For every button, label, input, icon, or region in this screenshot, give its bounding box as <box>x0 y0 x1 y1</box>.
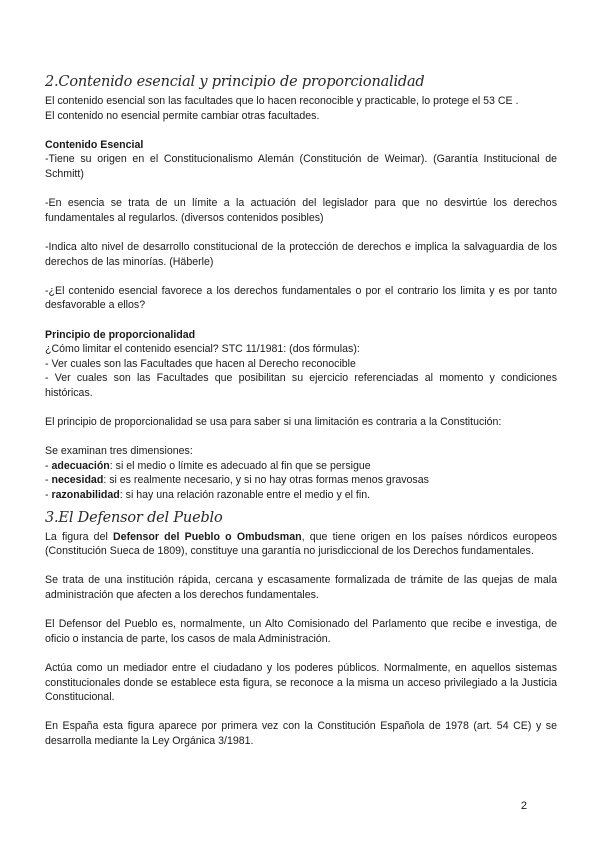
section-3-title: 3.El Defensor del Pueblo <box>45 509 223 526</box>
dimension-adecuacion: - adecuación: si el medio o límite es adecuado al fin que se persigue <box>45 459 371 472</box>
s3-paragraph-4: Actúa como un mediador entre el ciudadano y los poderes públicos. Normalmente, en aquellos sistemas constitucionales donde se establece esta figura, se reconoce a la misma un acceso privilegiado a la Justicia Constitucional. <box>45 661 557 704</box>
ce-paragraph-4: -¿El contenido esencial favorece a los derechos fundamentales o por el contrario los limita y es por tanto desfavorable a ellos? <box>45 284 557 312</box>
pp-line-1: ¿Cómo limitar el contenido esencial? STC 11/1981: (dos fórmulas): <box>45 343 360 356</box>
s3-paragraph-2: Se trata de una institución rápida, cercana y escasamente formalizada de trámite de las quejas de mala administración que afecten a los derechos fundamentales. <box>45 574 557 601</box>
s3-paragraph-1: La figura del Defensor del Pueblo o Ombudsman, que tiene origen en los países nórdicos europeos (Constitución Sueca de 1809), constituye una garantía no jurisdiccional de los Derechos fundamentales. <box>45 530 557 558</box>
pp-paragraph: El principio de proporcionalidad se usa para saber si una limitación es contraria a la Constitución: <box>45 416 502 429</box>
dimension-razonabilidad: - razonabilidad: si hay una relación razonable entre el medio y el fin. <box>45 489 371 502</box>
dimension-necesidad: - necesidad: si es realmente necesario, y si no hay otras formas menos gravosas <box>45 474 429 487</box>
s3-paragraph-5: En España esta figura aparece por primera vez con la Constitución Española de 1978 (art. 54 CE) y se desarrolla mediante la Ley Orgánica 3/1981. <box>45 720 557 747</box>
ce-paragraph-1: -Tiene su origen en el Constitucionalismo Alemán (Constitución de Weimar). (Garantía Institucional de Schmitt) <box>45 153 557 180</box>
document-page <box>45 74 557 749</box>
pp-line-3: - Ver cuales son las Facultades que posibilitan su ejercicio referenciadas al momento y condiciones históricas. <box>45 372 557 399</box>
section-2-title: 2.Contenido esencial y principio de proporcionalidad <box>45 74 425 90</box>
page-number: 2 <box>520 800 527 812</box>
dimensions-intro: Se examinan tres dimensiones: <box>45 445 193 458</box>
contenido-esencial-heading: Contenido Esencial <box>45 138 144 151</box>
proporcionalidad-heading: Principio de proporcionalidad <box>45 328 196 341</box>
pp-line-2: - Ver cuales son las Facultades que hacen al Derecho reconocible <box>45 357 356 370</box>
s2-intro-1: El contenido esencial son las facultades que lo hacen reconocible y practicable, lo protege el 53 CE . <box>45 95 519 107</box>
ce-paragraph-2: -En esencia se trata de un límite a la actuación del legislador para que no desvirtúe los derechos fundamentales al regularlos. (diversos contenidos posibles) <box>45 197 557 224</box>
s3-paragraph-3: El Defensor del Pueblo es, normalmente, un Alto Comisionado del Parlamento que recibe e investiga, de oficio o instancia de parte, los casos de mala Administración. <box>45 618 557 645</box>
ce-paragraph-3: -Indica alto nivel de desarrollo constitucional de la protección de derechos e implica la salvaguardia de los derechos de las minorías. (Häberle) <box>45 240 557 268</box>
s2-intro-2: El contenido no esencial permite cambiar otras facultades. <box>45 109 320 122</box>
